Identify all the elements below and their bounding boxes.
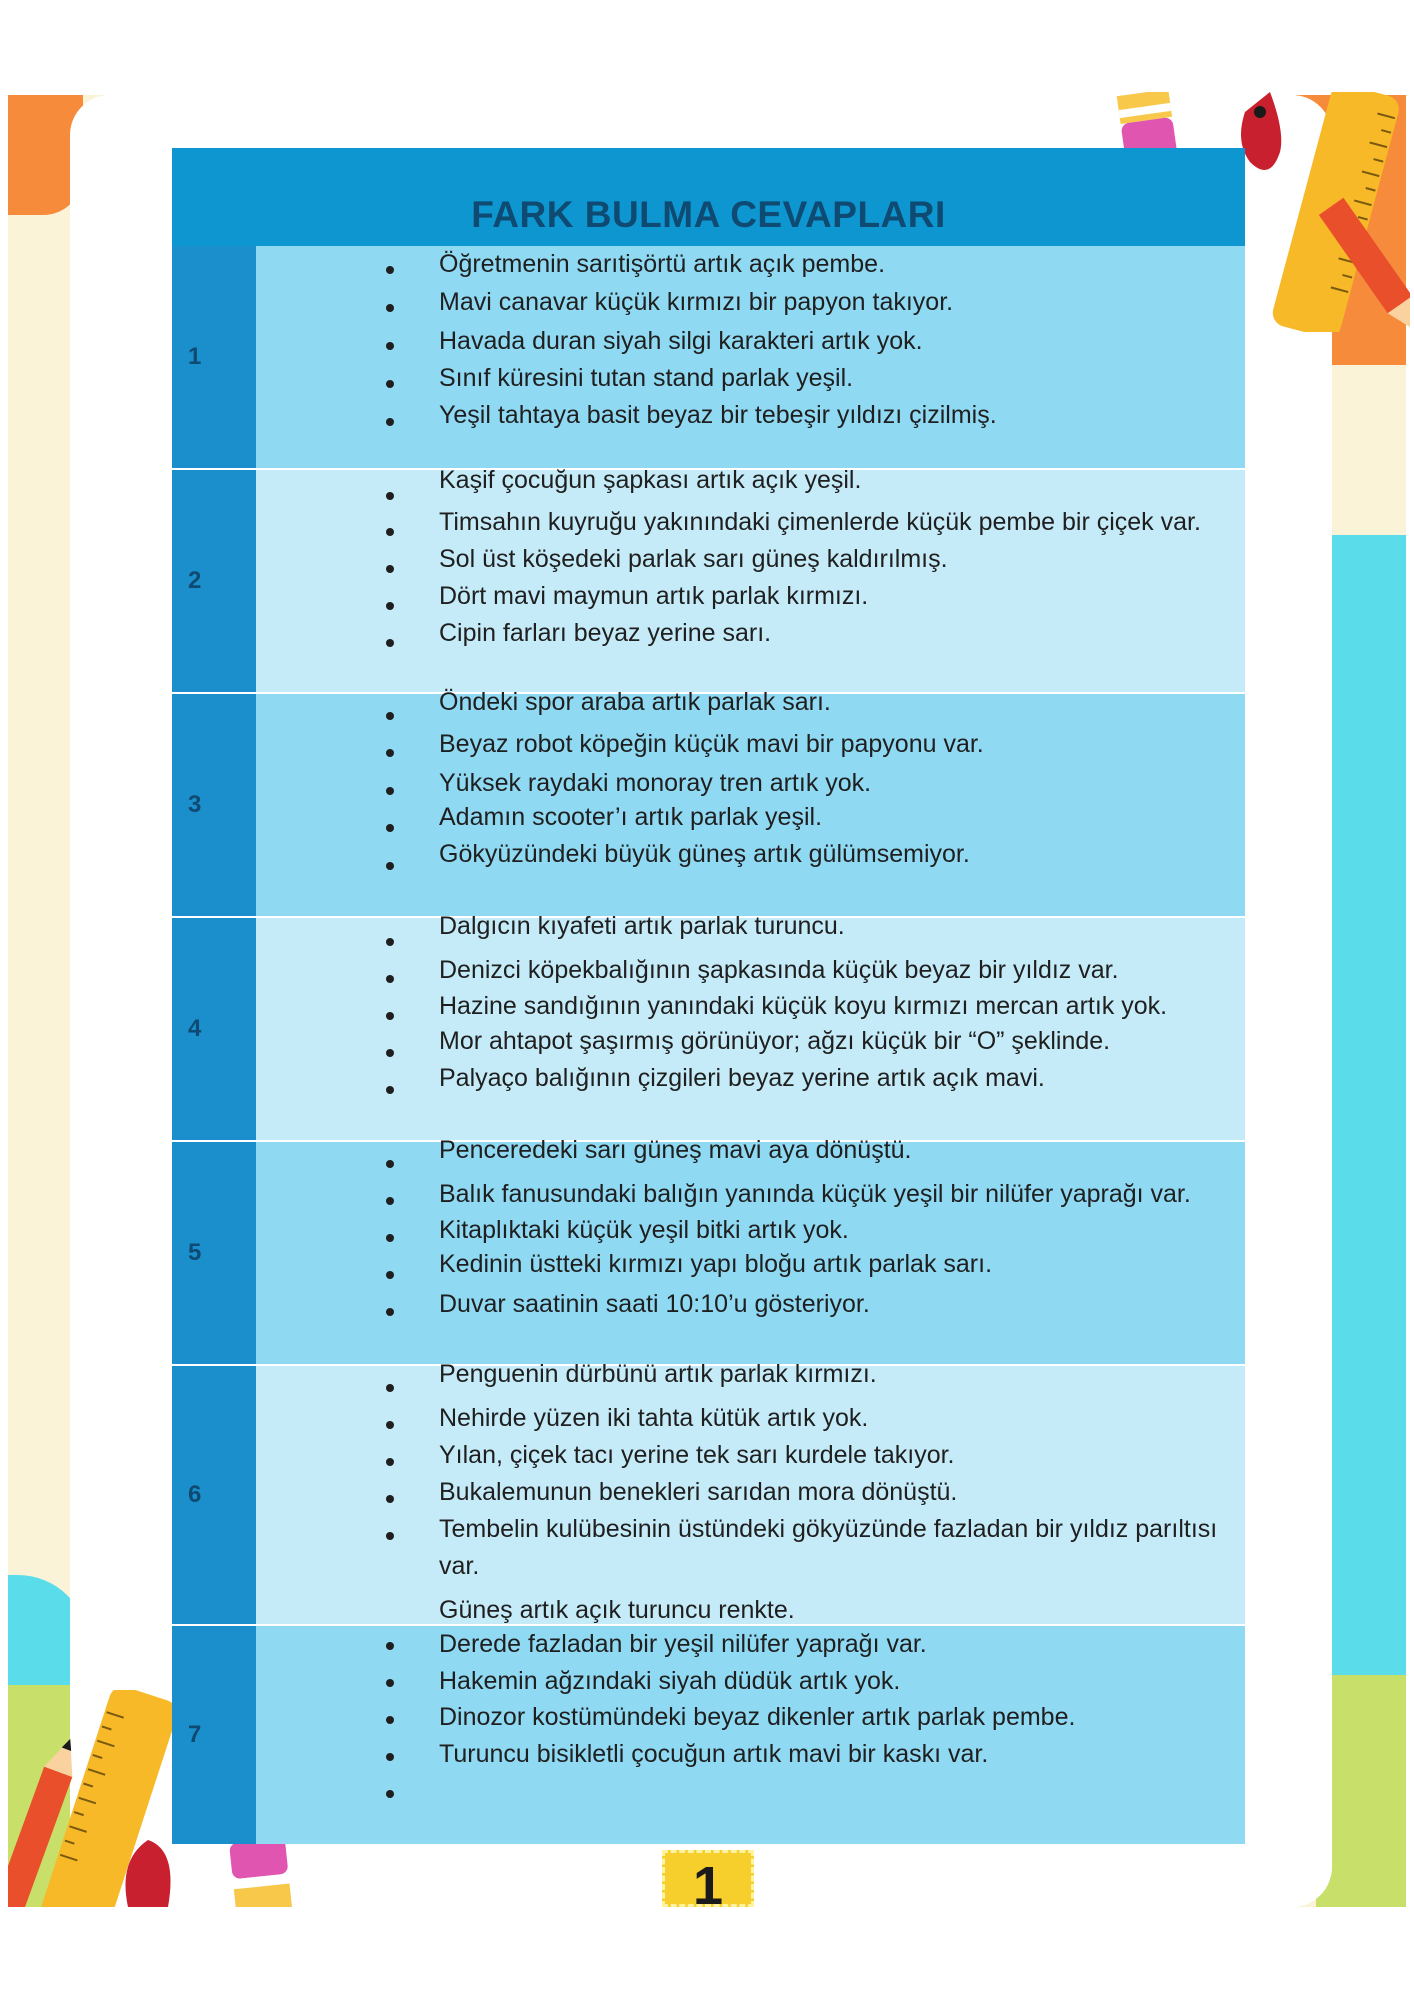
row-number: 4 bbox=[172, 918, 256, 1140]
list-item: Duvar saatinin saati 10:10’u gösteriyor. bbox=[439, 1290, 870, 1318]
title-bar bbox=[172, 148, 1245, 246]
bullet-icon bbox=[386, 1716, 394, 1724]
bullet-icon bbox=[386, 1384, 394, 1392]
answer-row-2 bbox=[172, 468, 1245, 692]
bullet-icon bbox=[386, 342, 394, 350]
ruler-illustration-top-right bbox=[1230, 92, 1410, 332]
list-item: Yüksek raydaki monoray tren artık yok. bbox=[439, 769, 872, 797]
bullet-icon bbox=[386, 1086, 394, 1094]
row-content bbox=[256, 912, 1245, 1140]
bullet-icon bbox=[386, 1458, 394, 1466]
bullet-icon bbox=[386, 938, 394, 946]
list-item: Penguenin dürbünü artık parlak kırmızı. bbox=[439, 1360, 877, 1388]
bullet-icon bbox=[386, 528, 394, 536]
list-item: Dalgıcın kıyafeti artık parlak turuncu. bbox=[439, 912, 845, 940]
bullet-icon bbox=[386, 1308, 394, 1316]
bullet-icon bbox=[386, 639, 394, 647]
page-number-badge bbox=[662, 1850, 754, 1907]
row-number: 5 bbox=[172, 1142, 256, 1364]
row-number: 6 bbox=[172, 1366, 256, 1624]
bullet-icon bbox=[386, 1753, 394, 1761]
list-item: Mavi canavar küçük kırmızı bir papyon takıyor. bbox=[439, 288, 954, 316]
row-content bbox=[256, 1136, 1245, 1364]
bullet-icon bbox=[386, 1642, 394, 1650]
list-item: Hazine sandığının yanındaki küçük koyu kırmızı mercan artık yok. bbox=[439, 992, 1168, 1020]
list-item: Bukalemunun benekleri sarıdan mora dönüştü. bbox=[439, 1478, 958, 1506]
list-item: Gökyüzündeki büyük güneş artık gülümsemiyor. bbox=[439, 840, 970, 868]
row-number: 7 bbox=[172, 1626, 256, 1844]
bullet-icon bbox=[386, 492, 394, 500]
row-content bbox=[256, 1626, 1245, 1844]
list-item: Güneş artık açık turuncu renkte. bbox=[439, 1596, 795, 1624]
bullet-icon bbox=[386, 1421, 394, 1429]
list-item: Derede fazladan bir yeşil nilüfer yaprağı var. bbox=[439, 1630, 927, 1658]
list-item: Yılan, çiçek tacı yerine tek sarı kurdele takıyor. bbox=[439, 1441, 955, 1469]
bullet-icon bbox=[386, 1532, 394, 1540]
list-item: Turuncu bisikletli çocuğun artık mavi bir kaskı var. bbox=[439, 1740, 989, 1768]
bullet-icon bbox=[386, 975, 394, 983]
row-content bbox=[256, 466, 1245, 692]
list-item: Dinozor kostümündeki beyaz dikenler artık parlak pembe. bbox=[439, 1703, 1076, 1731]
row-content bbox=[256, 1360, 1245, 1624]
bullet-icon bbox=[386, 602, 394, 610]
bullet-icon bbox=[386, 787, 394, 795]
bullet-icon bbox=[386, 1271, 394, 1279]
bullet-icon bbox=[386, 1790, 394, 1798]
page-title: FARK BULMA CEVAPLARI bbox=[471, 194, 946, 235]
list-item: Tembelin kulübesinin üstündeki gökyüzünde fazladan bir yıldız parıltısı var. bbox=[439, 1515, 1218, 1580]
row-number: 2 bbox=[172, 470, 256, 692]
answer-row-7 bbox=[172, 1624, 1245, 1844]
list-item: Kedinin üstteki kırmızı yapı bloğu artık parlak sarı. bbox=[439, 1250, 993, 1278]
list-item: Adamın scooter’ı artık parlak yeşil. bbox=[439, 803, 823, 831]
bullet-icon bbox=[386, 1495, 394, 1503]
list-item: Cipin farları beyaz yerine sarı. bbox=[439, 619, 772, 647]
list-item: Öğretmenin sarıtişörtü artık açık pembe. bbox=[439, 250, 886, 278]
bullet-icon bbox=[386, 266, 394, 274]
list-item: Sınıf küresini tutan stand parlak yeşil. bbox=[439, 364, 854, 392]
bullet-icon bbox=[386, 862, 394, 870]
bullet-icon bbox=[386, 1049, 394, 1057]
list-item: Kitaplıktaki küçük yeşil bitki artık yok. bbox=[439, 1216, 849, 1244]
bullet-icon bbox=[386, 1012, 394, 1020]
answers-table bbox=[172, 246, 1245, 1844]
answer-row-4 bbox=[172, 912, 1245, 1140]
bullet-icon bbox=[386, 1679, 394, 1687]
bullet-icon bbox=[386, 1160, 394, 1168]
list-item: Öndeki spor araba artık parlak sarı. bbox=[439, 688, 831, 716]
list-item: Yeşil tahtaya basit beyaz bir tebeşir yıldızı çizilmiş. bbox=[439, 401, 997, 429]
list-item: Mor ahtapot şaşırmış görünüyor; ağzı küçük bir “O” şeklinde. bbox=[439, 1027, 1111, 1055]
list-item: Balık fanusundaki balığın yanında küçük yeşil bir nilüfer yaprağı var. bbox=[439, 1180, 1191, 1208]
bullet-icon bbox=[386, 824, 394, 832]
row-number: 1 bbox=[172, 246, 256, 468]
list-item: Dört mavi maymun artık parlak kırmızı. bbox=[439, 582, 869, 610]
row-content bbox=[256, 246, 1245, 468]
bullet-icon bbox=[386, 304, 394, 312]
bullet-icon bbox=[386, 749, 394, 757]
list-item: Nehirde yüzen iki tahta kütük artık yok. bbox=[439, 1404, 869, 1432]
bullet-icon bbox=[386, 380, 394, 388]
list-item: Denizci köpekbalığının şapkasında küçük beyaz bir yıldız var. bbox=[439, 956, 1119, 984]
list-item: Palyaço balığının çizgileri beyaz yerine artık açık mavi. bbox=[439, 1064, 1045, 1092]
row-content bbox=[256, 688, 1245, 916]
page-number: 1 bbox=[692, 1856, 724, 1907]
list-item: Beyaz robot köpeğin küçük mavi bir papyonu var. bbox=[439, 730, 984, 758]
bullet-icon bbox=[386, 565, 394, 573]
row-number: 3 bbox=[172, 694, 256, 916]
answer-row-5 bbox=[172, 1136, 1245, 1364]
list-item: Penceredeki sarı güneş mavi aya dönüştü. bbox=[439, 1136, 912, 1164]
bullet-icon bbox=[386, 418, 394, 426]
bullet-icon bbox=[386, 712, 394, 720]
bullet-icon bbox=[386, 1197, 394, 1205]
list-item: Hakemin ağzındaki siyah düdük artık yok. bbox=[439, 1667, 901, 1695]
answer-row-3 bbox=[172, 688, 1245, 916]
list-item: Timsahın kuyruğu yakınındaki çimenlerde küçük pembe bir çiçek var. bbox=[439, 508, 1201, 536]
answer-row-1 bbox=[172, 246, 1245, 468]
list-item: Sol üst köşedeki parlak sarı güneş kaldırılmış. bbox=[439, 545, 948, 573]
answer-row-6 bbox=[172, 1360, 1245, 1624]
eraser-illustration-bottom bbox=[225, 1840, 305, 1907]
list-item: Kaşif çocuğun şapkası artık açık yeşil. bbox=[439, 466, 862, 494]
list-item: Havada duran siyah silgi karakteri artık yok. bbox=[439, 327, 923, 355]
ruler-illustration-bottom-left bbox=[8, 1690, 198, 1907]
bullet-icon bbox=[386, 1234, 394, 1242]
